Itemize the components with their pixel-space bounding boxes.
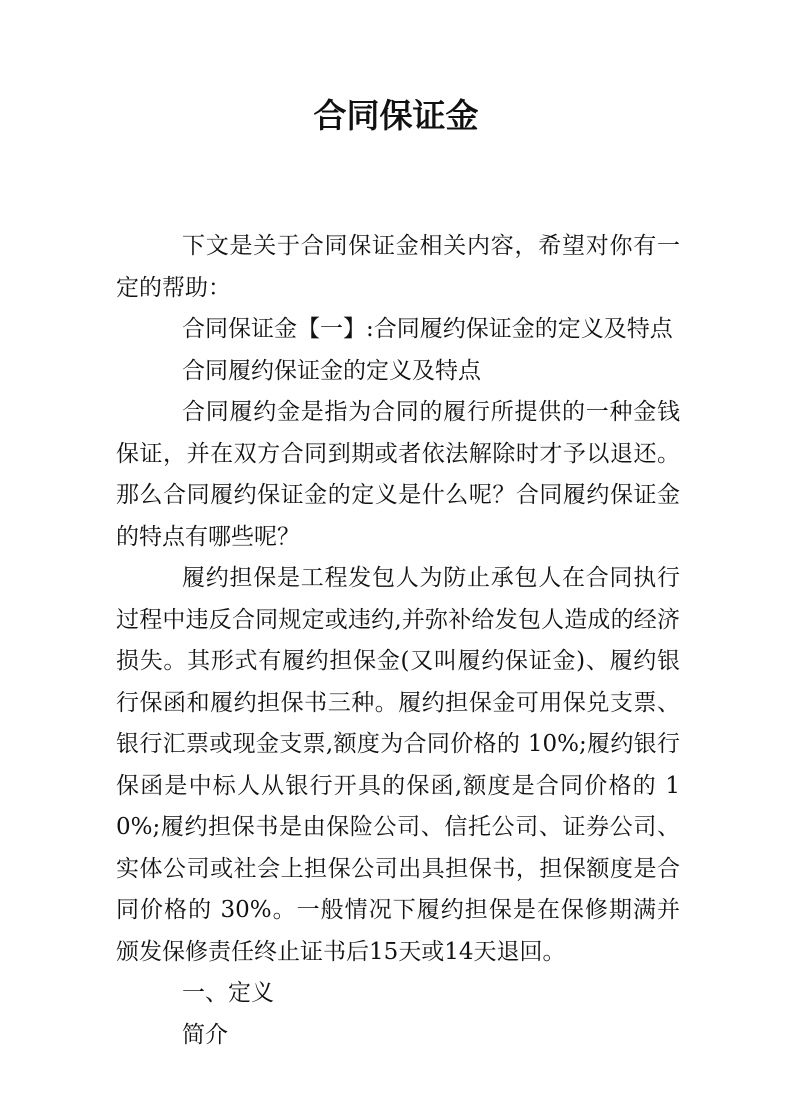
paragraph: 合同履约保证金的定义及特点 xyxy=(182,357,481,384)
document-body xyxy=(116,226,680,1056)
paragraph: 履约担保是工程发包人为防止承包人在合同执行过程中违反合同规定或违约,并弥补给发包人造成的经济损失。其形式有履约担保金(又叫履约保证金)、履约银行保函和履约担保书三种。履约担保金可用保兑支票、银行汇票或现金支票,额度为合同价格的 10%;履约银行保函是中标人从银行开具的保函,额度是合同价格的 10%;履约担保书是由保险公司、信托公司、证券公司、实体公司或社会上担保公司出具担保书，担保额度是合同价格的 30%。一般情况下履约担保是在保修期满并颁发保修责任终止证书后15天或14天退回。 xyxy=(116,565,680,965)
paragraph: 合同保证金【一】:合同履约保证金的定义及特点 xyxy=(182,316,673,342)
paragraph: 一、定义 xyxy=(182,980,274,1006)
paragraph: 合同履约金是指为合同的履行所提供的一种金钱保证，并在双方合同到期或者依法解除时才予以退还。那么合同履约保证金的定义是什么呢？合同履约保证金的特点有哪些呢？ xyxy=(116,399,680,550)
paragraph: 下文是关于合同保证金相关内容，希望对你有一定的帮助： xyxy=(116,233,680,301)
document-title: 合同保证金 xyxy=(313,96,479,135)
paragraph: 简介 xyxy=(182,1021,228,1048)
